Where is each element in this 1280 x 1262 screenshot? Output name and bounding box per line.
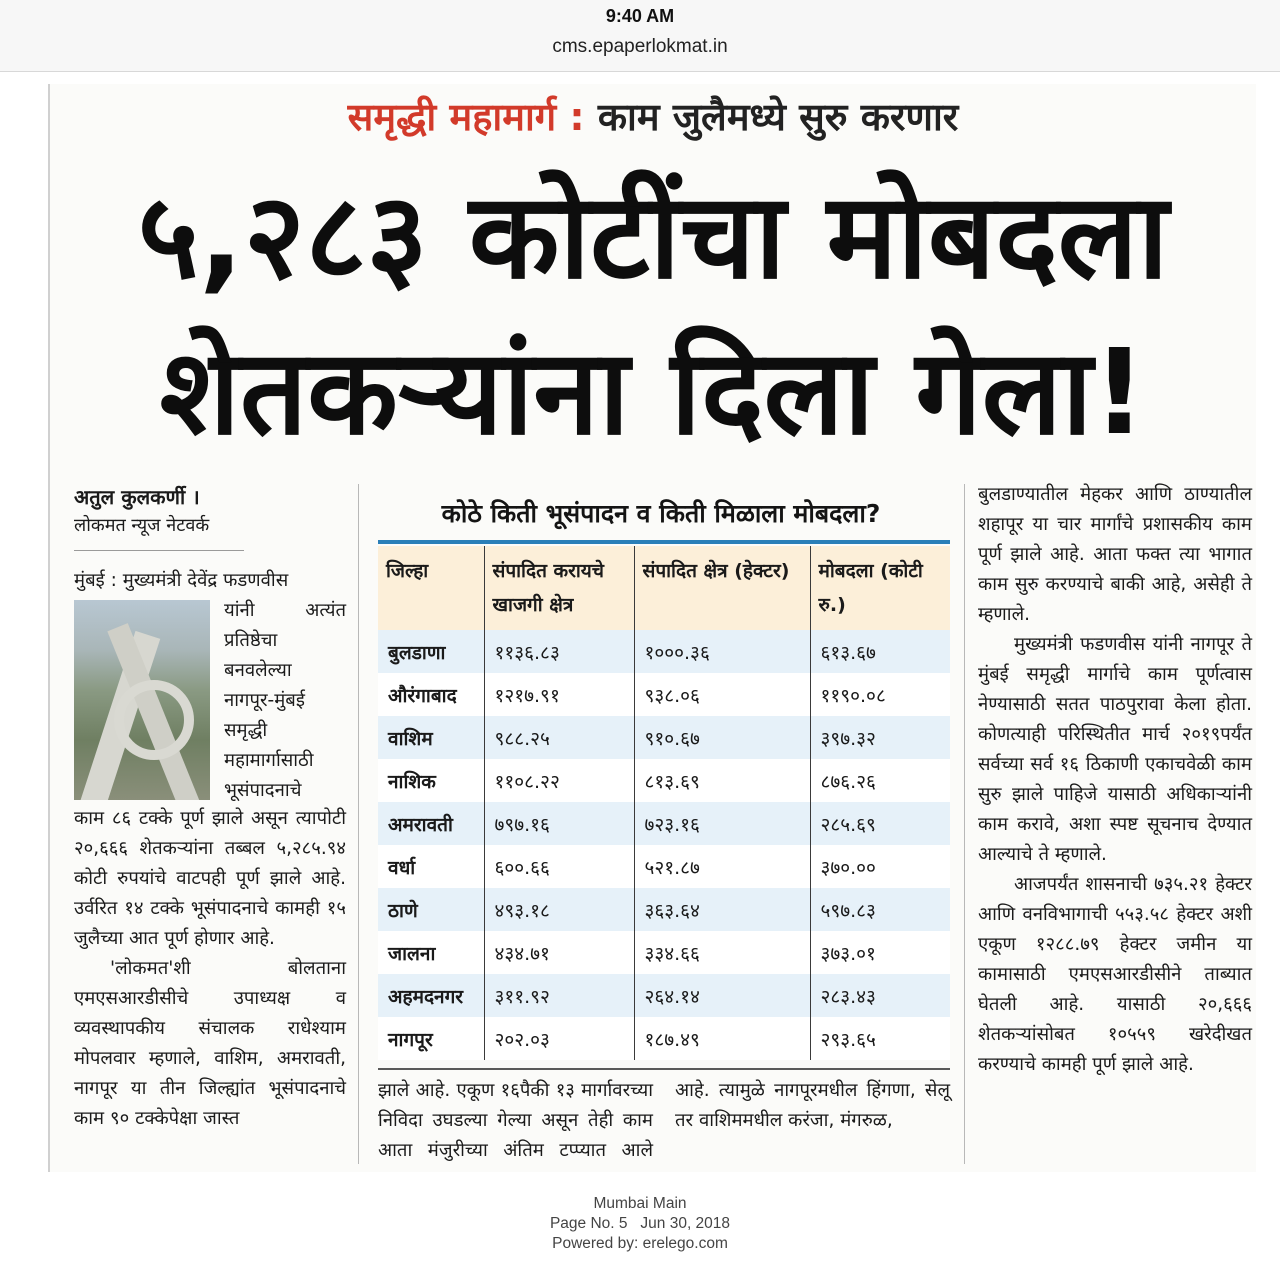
- value-cell: ३३४.६६: [634, 931, 810, 974]
- value-cell: ९३८.०६: [634, 673, 810, 716]
- district-cell: औरंगाबाद: [378, 673, 484, 716]
- value-cell: ७२३.१६: [634, 802, 810, 845]
- table-row: [378, 630, 950, 673]
- table-row: [378, 974, 950, 1017]
- table-row: [378, 673, 950, 716]
- value-cell: ९१०.६७: [634, 716, 810, 759]
- edition-name: Mumbai Main: [593, 1195, 687, 1212]
- value-cell: ४९३.१८: [484, 888, 634, 931]
- district-cell: ठाणे: [378, 888, 484, 931]
- table-row: [378, 802, 950, 845]
- table-header: जिल्हा: [378, 546, 484, 630]
- value-cell: १८७.४९: [634, 1017, 810, 1060]
- kicker-topic: समृद्धी महामार्ग :: [347, 95, 585, 139]
- status-time: 9:40 AM: [605, 6, 675, 26]
- value-cell: २६४.१४: [634, 974, 810, 1017]
- value-cell: ३११.९२: [484, 974, 634, 1017]
- table-row: [378, 845, 950, 888]
- table-header: संपादित क्षेत्र (हेक्टर): [634, 546, 810, 630]
- district-cell: जालना: [378, 931, 484, 974]
- table-row: [378, 931, 950, 974]
- paragraph: आजपर्यंत शासनाची ७३५.२१ हेक्टर आणि वनविभागाची ५५३.५८ हेक्टर अशी एकूण १२८८.७९ हेक्टर जमीन या कामासाठी एमएसआरडीसीने ताब्यात घेतली आहे. यासाठी २०,६६६ शेतकऱ्यांसोबत १०५५९ खरेदीखत करण्याचे कामही पूर्ण झाले आहे.: [978, 874, 1252, 1075]
- district-cell: नागपूर: [378, 1017, 484, 1060]
- value-cell: ९८८.२५: [484, 716, 634, 759]
- paragraph: 'लोकमत'शी बोलताना एमएसआरडीसीचे उपाध्यक्ष व व्यवस्थापकीय संचालक राधेश्याम मोपलवार म्हणाले, वाशिम, अमरावती, नागपूर या तीन जिल्ह्यांत भूसंपादनाचे काम ९० टक्केपेक्षा जास्त: [74, 958, 346, 1129]
- powered-by: Powered by: erelego.com: [552, 1235, 728, 1252]
- value-cell: २९३.६५: [810, 1017, 950, 1060]
- value-cell: ५२१.८७: [634, 845, 810, 888]
- paragraph: मुख्यमंत्री फडणवीस यांनी नागपूर ते मुंबई समृद्धी मार्गाचे काम पूर्णत्वास नेण्यासाठी सतत पाठपुरावा केला होता. कोणत्याही परिस्थितीत मार्च २०१९पर्यंत सर्वच्या सर्व १६ ठिकाणी एकाचवेळी काम सुरु झाले पाहिजे यासाठी अधिकाऱ्यांनी काम करावे, अशा स्पष्ट सूचनाच देण्यात आल्याचे ते म्हणाले.: [978, 634, 1252, 865]
- paragraph: काम ८६ टक्के पूर्ण झाले असून त्यापोटी २०,६६६ शेतकऱ्यांना तब्बल ५,२८५.९४ कोटी रुपयांचे वाटपही पूर्ण झाले आहे. उर्वरित १४ टक्के भूसंपादनाचे कामही १५ जुलैच्या आत पूर्ण होणार आहे.: [74, 808, 346, 949]
- district-cell: बुलडाणा: [378, 630, 484, 673]
- value-cell: ११३६.८३: [484, 630, 634, 673]
- table-row: [378, 1017, 950, 1060]
- author-name: अतुल कुलकर्णी ।: [74, 485, 200, 509]
- headline-line-2: शेतकऱ्यांना दिला गेला!: [159, 323, 1147, 461]
- kicker: [50, 90, 1256, 142]
- address-bar-url[interactable]: cms.epaperlokmat.in: [552, 36, 728, 57]
- table-bottom-rule: [378, 1068, 950, 1070]
- value-cell: ८७६.२६: [810, 759, 950, 802]
- page-footer: [0, 1194, 1280, 1254]
- headline-line-1: ५,२८३ कोटींचा मोबदला: [137, 167, 1169, 305]
- kicker-subtitle: काम जुलैमध्ये सुरु करणार: [597, 95, 959, 139]
- table-row: [378, 716, 950, 759]
- value-cell: ६००.६६: [484, 845, 634, 888]
- value-cell: ३९७.३२: [810, 716, 950, 759]
- table-header: मोबदला (कोटी रु.): [810, 546, 950, 630]
- value-cell: ३६३.६४: [634, 888, 810, 931]
- paragraph: झाले आहे. एकूण १६पैकी १३ मार्गावरच्या निविदा उघडल्या गेल्या असून तेही काम आता मंजुरीच्या अंतिम टप्प्यात आले आहे. त्यामुळे नागपूरमधील हिंगणा, सेलू तर वाशिममधील करंजा, मंगरुळ,: [378, 1080, 950, 1161]
- author-organisation: लोकमत न्यूज नेटवर्क: [74, 515, 210, 536]
- value-cell: ११०८.२२: [484, 759, 634, 802]
- district-cell: नाशिक: [378, 759, 484, 802]
- browser-status-bar: [0, 0, 1280, 72]
- value-cell: ११९०.०८: [810, 673, 950, 716]
- district-cell: वर्धा: [378, 845, 484, 888]
- district-cell: अमरावती: [378, 802, 484, 845]
- value-cell: ७९७.१६: [484, 802, 634, 845]
- page-and-date: Page No. 5 Jun 30, 2018: [549, 1215, 731, 1232]
- column-3-body: [978, 480, 1252, 1080]
- lead-dateline: मुंबई : मुख्यमंत्री देवेंद्र फडणवीस: [74, 570, 289, 591]
- column-divider: [964, 484, 965, 1164]
- table-row: [378, 888, 950, 931]
- value-cell: २०२.०३: [484, 1017, 634, 1060]
- value-cell: ४३४.७१: [484, 931, 634, 974]
- value-cell: ५९७.८३: [810, 888, 950, 931]
- column-divider: [358, 484, 359, 1164]
- paragraph: बुलडाण्यातील मेहकर आणि ठाण्यातील शहापूर या चार मार्गांचे प्रशासकीय काम पूर्ण झाले आहे. आता फक्त त्या भागात काम सुरु करण्याचे बाकी आहे, असेही ते म्हणाले.: [978, 484, 1252, 625]
- value-cell: २८३.४३: [810, 974, 950, 1017]
- expressway-photo: [74, 600, 210, 800]
- column-1-body: [74, 804, 346, 1134]
- table-row: [378, 759, 950, 802]
- value-cell: ३७३.०१: [810, 931, 950, 974]
- value-cell: २८५.६९: [810, 802, 950, 845]
- value-cell: ६१३.६७: [810, 630, 950, 673]
- table-top-rule: [378, 540, 950, 544]
- table-header: संपादित करायचे खाजगी क्षेत्र: [484, 546, 634, 630]
- column-2-body: [378, 1076, 950, 1166]
- byline: [74, 482, 244, 551]
- table-title: कोठे किती भूसंपादन व किती मिळाला मोबदला?: [441, 499, 881, 528]
- value-cell: ८१३.६९: [634, 759, 810, 802]
- newspaper-clipping: [48, 84, 1256, 1172]
- district-cell: अहमदनगर: [378, 974, 484, 1017]
- value-cell: १२१७.९१: [484, 673, 634, 716]
- land-acquisition-table: [378, 546, 950, 1060]
- district-cell: वाशिम: [378, 716, 484, 759]
- lead-text: यांनी अत्यंत प्रतिष्ठेचा बनवलेल्या नागपूर-मुंबई समृद्धी महामार्गासाठी भूसंपादनाचे: [224, 600, 346, 801]
- value-cell: ३७०.००: [810, 845, 950, 888]
- value-cell: १०००.३६: [634, 630, 810, 673]
- photo-interchange: [114, 680, 194, 760]
